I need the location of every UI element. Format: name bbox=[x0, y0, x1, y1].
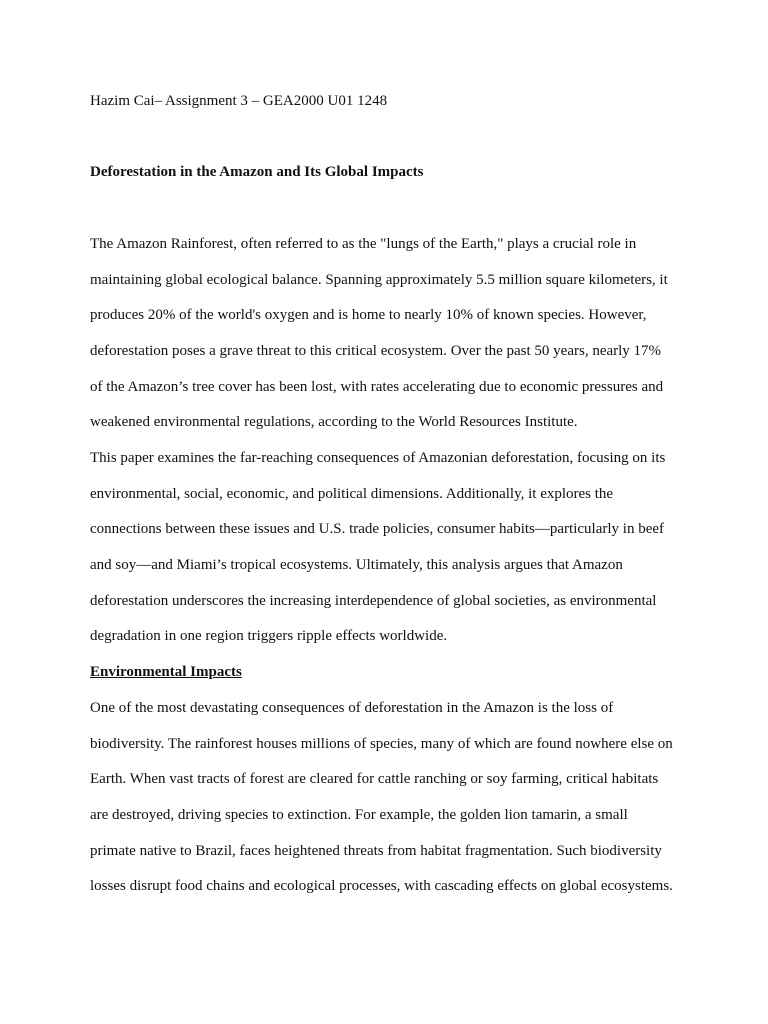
text-line: deforestation underscores the increasing interdependence of global societies, as environmental bbox=[90, 592, 657, 609]
text-line: One of the most devastating consequences of deforestation in the Amazon is the loss of bbox=[90, 700, 614, 716]
text-line: produces 20% of the world's oxygen and is home to nearly 10% of known species. However, bbox=[90, 307, 647, 324]
text-line: are destroyed, driving species to extinction. For example, the golden lion tamarin, a small bbox=[90, 807, 628, 824]
text-line: losses disrupt food chains and ecological processes, with cascading effects on global ecosystems. bbox=[90, 878, 673, 895]
document-header: Hazim Cai– Assignment 3 – GEA2000 U01 1248 bbox=[90, 93, 388, 109]
text-line: biodiversity. The rainforest houses millions of species, many of which are found nowhere else on bbox=[90, 735, 673, 752]
paragraph-intro bbox=[90, 235, 668, 449]
text-line: deforestation poses a grave threat to this critical ecosystem. Over the past 50 years, nearly 17% bbox=[90, 343, 662, 360]
document-title: Deforestation in the Amazon and Its Global Impacts bbox=[90, 164, 424, 180]
text-line: weakened environmental regulations, according to the World Resources Institute. bbox=[90, 414, 578, 431]
text-line: of the Amazon’s tree cover has been lost, with rates accelerating due to economic pressures and bbox=[90, 378, 664, 395]
text-line: maintaining global ecological balance. Spanning approximately 5.5 million square kilometers, it bbox=[90, 271, 668, 288]
text-line: primate native to Brazil, faces heightened threats from habitat fragmentation. Such biodiversity bbox=[90, 842, 662, 859]
text-line: Earth. When vast tracts of forest are cleared for cattle ranching or soy farming, critical habitats bbox=[90, 771, 659, 788]
text-line: This paper examines the far-reaching consequences of Amazonian deforestation, focusing on its bbox=[90, 450, 666, 466]
text-line: The Amazon Rainforest, often referred to as the "lungs of the Earth," plays a crucial role in bbox=[90, 236, 637, 252]
text-line: and soy—and Miami’s tropical ecosystems. Ultimately, this analysis argues that Amazon bbox=[90, 557, 623, 574]
section-heading-environmental: Environmental Impacts bbox=[90, 664, 242, 680]
text-line: connections between these issues and U.S. trade policies, consumer habits—particularly in beef bbox=[90, 521, 664, 538]
text-line: degradation in one region triggers ripple effects worldwide. bbox=[90, 628, 448, 645]
text-line: environmental, social, economic, and political dimensions. Additionally, it explores the bbox=[90, 485, 614, 502]
paragraph-environmental bbox=[90, 699, 673, 913]
paragraph-thesis bbox=[90, 449, 665, 663]
